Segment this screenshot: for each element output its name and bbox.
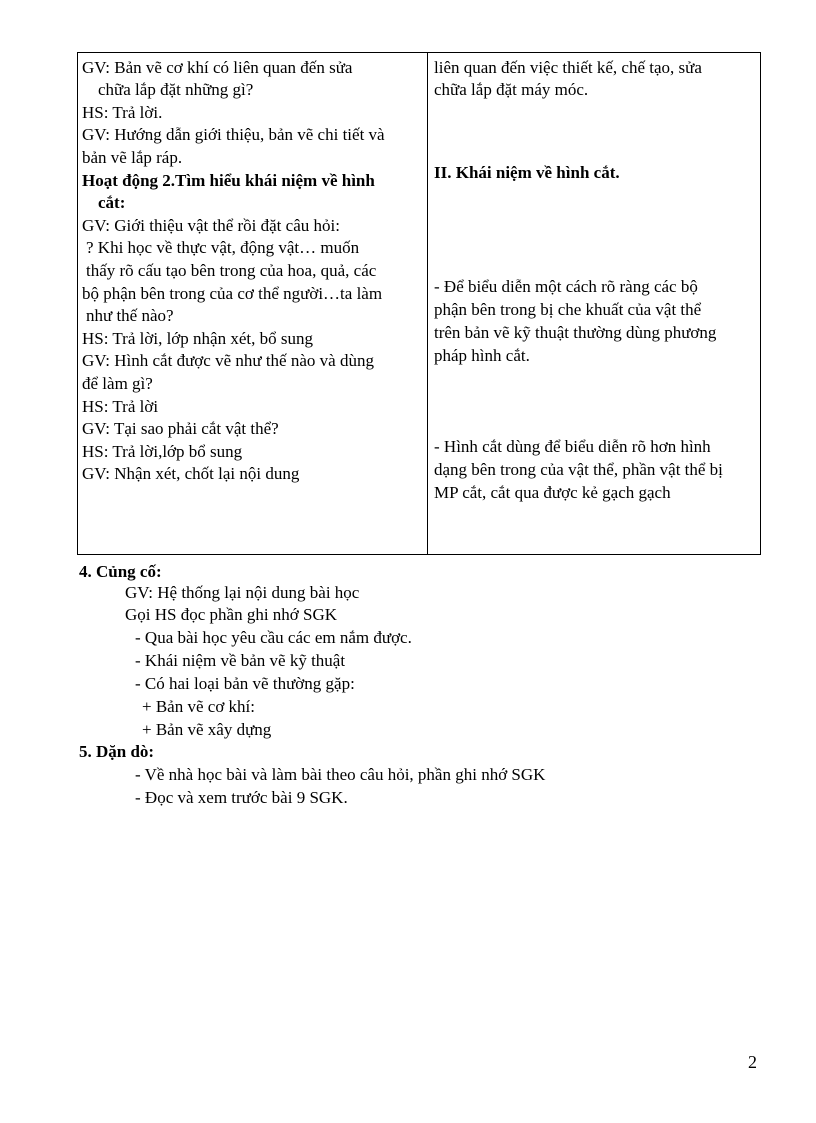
section-4-line-2: Gọi HS đọc phần ghi nhớ SGK [125,605,338,624]
section-5-heading: 5. Dặn dò: [79,742,155,761]
left-line-18: HS: Trả lời,lớp bổ sung [82,442,243,461]
left-line-3: HS: Trả lời. [82,103,163,122]
left-line-12: như thế nào? [86,306,174,325]
left-line-16: HS: Trả lời [82,397,159,416]
section-4-line-7: + Bản vẽ xây dựng [142,720,272,739]
left-line-14: GV: Hình cắt được vẽ như thế nào và dùng [82,351,374,370]
activity-2-heading: Hoạt động 2.Tìm hiểu khái niệm về hình [82,171,375,190]
left-line-19: GV: Nhận xét, chốt lại nội dung [82,464,300,483]
section-5-line-2: - Đọc và xem trước bài 9 SGK. [135,788,348,807]
right-line-4: - Để biểu diễn một cách rõ ràng các bộ [434,277,698,296]
table-column-divider [427,52,428,555]
right-line-10: MP cắt, cắt qua được kẻ gạch gạch [434,483,671,502]
section-4-line-4: - Khái niệm về bản vẽ kỹ thuật [135,651,346,670]
section-4-line-5: - Có hai loại bản vẽ thường gặp: [135,674,355,693]
section-4-heading: 4. Củng cố: [79,562,162,581]
section-ii-heading: II. Khái niệm về hình cắt. [434,163,620,182]
left-line-9: ? Khi học về thực vật, động vật… muốn [86,238,360,257]
right-line-5: phận bên trong bị che khuất của vật thể [434,300,702,319]
section-4-line-1: GV: Hệ thống lại nội dung bài học [125,583,360,602]
right-line-1: liên quan đến việc thiết kế, chế tạo, sửa [434,58,702,77]
activity-2-heading-cont: cắt: [98,193,126,212]
left-line-10: thấy rõ cấu tạo bên trong của hoa, quả, các [86,261,377,280]
right-line-6: trên bản vẽ kỹ thuật thường dùng phương [434,323,717,342]
left-line-4: GV: Hướng dẫn giới thiệu, bản vẽ chi tiết và [82,125,385,144]
left-line-13: HS: Trả lời, lớp nhận xét, bổ sung [82,329,313,348]
left-line-1: GV: Bản vẽ cơ khí có liên quan đến sửa [82,58,353,77]
section-4-line-6: + Bản vẽ cơ khí: [142,697,255,716]
right-line-2: chữa lắp đặt máy móc. [434,80,589,99]
section-5-line-1: - Về nhà học bài và làm bài theo câu hỏi, phần ghi nhớ SGK [135,765,546,784]
left-line-2: chữa lắp đặt những gì? [98,80,254,99]
section-4-line-3: - Qua bài học yêu cầu các em nắm được. [135,628,412,647]
left-line-5: bản vẽ lắp ráp. [82,148,183,167]
left-line-8: GV: Giới thiệu vật thể rồi đặt câu hỏi: [82,216,340,235]
left-line-17: GV: Tại sao phải cắt vật thể? [82,419,279,438]
page-number: 2 [748,1052,757,1072]
left-line-15: để làm gì? [82,374,153,393]
right-line-9: dạng bên trong của vật thể, phần vật thể bị [434,460,723,479]
left-line-11: bộ phận bên trong của cơ thể người…ta làm [82,284,383,303]
right-line-7: pháp hình cắt. [434,346,530,365]
right-line-8: - Hình cắt dùng để biểu diễn rõ hơn hình [434,437,711,456]
